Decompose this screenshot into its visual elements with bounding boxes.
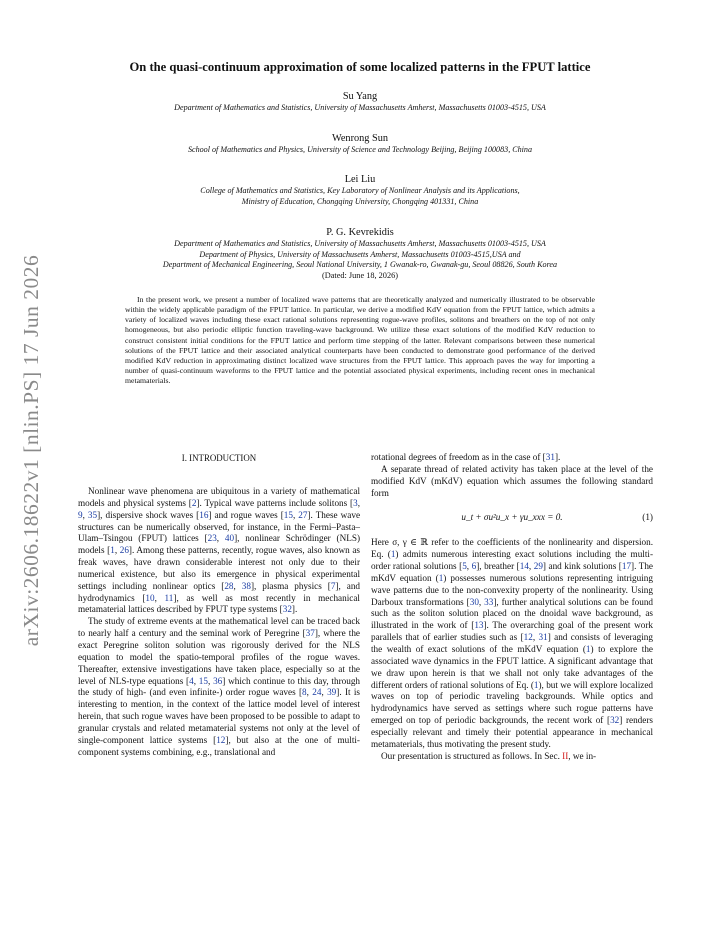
author-affiliation: School of Mathematics and Physics, University of Science and Technology Beijing, Beijing 100083, China <box>187 145 533 154</box>
citation-link[interactable]: 35 <box>87 509 98 520</box>
author-name: P. G. Kevrekidis <box>326 227 394 238</box>
text-run: , <box>321 687 328 698</box>
citation-link[interactable]: 33 <box>484 596 494 607</box>
author-affiliation: Department of Physics, University of Massachusetts Amherst, Massachusetts 01003-4515,USA and <box>199 249 521 259</box>
text-run: , <box>528 561 534 572</box>
body-paragraph <box>371 464 653 500</box>
citation-link[interactable]: 11 <box>164 592 174 603</box>
text-run: , <box>207 675 214 686</box>
right-column <box>371 452 653 762</box>
author-block-1 <box>90 90 630 114</box>
text-run: ], where the exact Peregrine soliton solution was rigorously derived for the NLS equation to model the spatio-temporal profiles of the rogue waves. Thereafter, extensive investigations have taken place, especially so at the level of NLS-type equations [ <box>78 628 360 686</box>
body-paragraph <box>371 537 653 750</box>
citation-link[interactable]: 1 <box>110 545 115 556</box>
citation-link[interactable]: 12 <box>216 734 226 745</box>
section-ref-link[interactable]: II <box>562 750 569 761</box>
citation-link[interactable]: 29 <box>533 561 543 572</box>
citation-link[interactable]: 32 <box>610 715 620 726</box>
text-run: , <box>114 545 120 556</box>
author-name: Lei Liu <box>344 174 376 185</box>
text-run: rotational degrees of freedom as in the case of [ <box>371 452 546 462</box>
author-affiliation: Department of Mathematics and Statistics, University of Massachusetts Amherst, Massachusetts 01003-4515, USA <box>174 103 546 112</box>
text-run: ]. It is interesting to mention, in the context of the lattice model level of interest herein, that such rogue waves have been proposed to be possible to adapt to granular crystals and related metamaterial systems not only at the level of single-component lattice systems [ <box>78 687 361 745</box>
citation-link[interactable]: 40 <box>224 533 235 544</box>
author-affiliation: Department of Mathematics and Statistics, University of Massachusetts Amherst, Massachusetts 01003-4515, USA <box>174 239 546 248</box>
text-run: ), but we will explore localized waves on top of periodic traveling backgrounds. While optics and hydrodynamics have served as settings where such rogue patterns have emerged on top of periodic backgrounds, the recent work of [ <box>371 679 653 726</box>
left-column <box>78 452 360 758</box>
citation-link[interactable]: 37 <box>305 628 315 639</box>
text-run: ] and rogue waves [ <box>208 509 284 520</box>
citation-link[interactable]: 24 <box>312 687 322 698</box>
arxiv-identifier-text: arXiv:2606.18622v1 [nlin.PS] 17 Jun 2026 <box>19 254 44 646</box>
text-run: Our presentation is structured as follows. In Sec. <box>381 750 563 761</box>
text-run: , <box>292 509 299 520</box>
citation-link[interactable]: 13 <box>474 620 484 631</box>
text-run: Here σ, γ ∈ ℝ refer to the coefficients of the nonlinearity and dispersion. Eq. ( <box>371 537 653 560</box>
text-run: ]. Typical wave patterns include solitons [ <box>196 497 354 508</box>
citation-link[interactable]: 31 <box>545 452 555 462</box>
text-run: ], but also at the one of multi-component systems combining, e.g., translational and <box>78 734 360 757</box>
citation-link[interactable]: 1 <box>585 643 591 654</box>
text-run: ]. Among these patterns, recently, rogue waves, also known as freak waves, have drawn considerable interest not only due to their numerical existence, but also its emergence in physical experimental settings including nonlinear optics [ <box>78 545 361 591</box>
equation-number: (1) <box>642 512 653 523</box>
citation-link[interactable]: 36 <box>213 675 223 686</box>
citation-link[interactable]: 6 <box>471 561 477 572</box>
body-paragraph <box>78 486 360 616</box>
author-affiliation: College of Mathematics and Statistics, Key Laboratory of Nonlinear Analysis and its Applications, <box>200 186 520 195</box>
text-run: The study of extreme events at the mathematical level can be traced back to nearly half a century and the seminal work of Peregrine [ <box>78 616 360 639</box>
arxiv-identifier-stamp <box>10 250 54 650</box>
abstract: In the present work, we present a number of localized wave patterns that are theoretically analyzed and numerically illustrated to be observable within the widely applicable paradigm of the FPUT lattice. In particular, we derive a modified KdV equation from the FPUT lattice, which admits a variety of localized waves including these exact rational solutions representing rogue-wave profiles, solitons and breathers on the top of not only homogeneous, but also periodic elliptic function traveling-wave background. We utilize these exact solutions of the modified KdV reduction to construct consistent initial conditions for the FPUT lattice and perform time stepping of the latter. Relevant comparisons between these numerical solutions of the FPUT lattice and their associated analytical counterparts have been conducted to demonstrate good performance of the derived modified KdV reduction in approximating distinct localized wave structures from the FPUT lattice. This approach paves the way for importing a number of quasi-continuum waveforms to the FPUT lattice and the potential associated physical experiments, including recent ones in mechanical metamaterials. <box>125 295 595 386</box>
citation-link[interactable]: 10 <box>145 592 155 603</box>
citation-link[interactable]: 28 <box>224 580 234 591</box>
text-run: Nonlinear wave phenomena are ubiquitous in a variety of mathematical models and physical systems [ <box>78 486 360 508</box>
author-name: Wenrong Sun <box>331 133 389 144</box>
text-run: ], further analytical solutions can be found such as the soliton solution placed on the dnoidal wave background, as illustrated in the work of [ <box>371 596 654 631</box>
text-run: ]. These wave structures can be numerically observed, for instance, in the Fermi–Pasta–Ulam–Tsingou (FPUT) lattices [ <box>78 509 361 544</box>
text-run: ], breather [ <box>476 561 520 572</box>
paper-title: On the quasi-continuum approximation of some localized patterns in the FPUT lattice <box>129 60 591 74</box>
citation-link[interactable]: 32 <box>282 604 292 615</box>
text-run: ] and consists of leveraging the wealth of exact solutions of the mKdV equation ( <box>371 632 653 654</box>
citation-link[interactable]: 1 <box>533 679 539 690</box>
body-paragraph <box>371 452 653 464</box>
text-run: , <box>478 596 485 607</box>
citation-link[interactable]: 1 <box>390 549 396 560</box>
citation-link[interactable]: 1 <box>438 572 444 583</box>
text-run: , <box>154 592 165 603</box>
citation-link[interactable]: 23 <box>207 533 217 544</box>
text-run: ] renders especially relevant and timely their potential appearance in mechanical metamaterials, thus motivating the present study. <box>371 715 653 749</box>
text-run: ], and hydrodynamics [ <box>78 580 361 603</box>
text-run: ] which continue to this day, through the study of high- (and even infinite-) order rogue waves [ <box>78 675 361 698</box>
citation-link[interactable]: 12 <box>523 632 533 643</box>
text-run: , <box>306 687 313 698</box>
citation-link[interactable]: 5 <box>462 561 467 572</box>
author-name: Su Yang <box>342 91 378 102</box>
text-run: ) possesses numerous solutions representing intriguing wave patterns due to the non-convexity property of the nonlinearity. Using Darboux transformations [ <box>371 572 653 607</box>
citation-link[interactable]: 17 <box>621 561 632 572</box>
citation-link[interactable]: 39 <box>327 687 337 698</box>
citation-link[interactable]: 15 <box>283 509 293 520</box>
text-run: ], nonlinear Schrödinger (NLS) models [ <box>78 533 361 556</box>
citation-link[interactable]: 27 <box>298 509 308 520</box>
body-paragraph <box>371 751 653 763</box>
text-run: , we in- <box>568 750 597 761</box>
text-run: ], as well as most recently in mechanical metamaterial lattices described by FPUT type systems [ <box>78 592 360 615</box>
text-run: ) admits numerous interesting exact solutions including the multi-order rational solutions [ <box>371 549 654 572</box>
citation-link[interactable]: 7 <box>330 580 336 591</box>
citation-link[interactable]: 4 <box>189 675 194 686</box>
text-run: , <box>357 497 360 508</box>
author-block-2 <box>90 132 630 156</box>
citation-link[interactable]: 26 <box>119 545 129 556</box>
text-run: ], dispersive shock waves [ <box>97 509 200 520</box>
author-block-4 <box>90 226 630 281</box>
equation-body: u_t + σu²u_x + γu_xxx = 0. <box>461 512 563 523</box>
text-run: ]. <box>554 452 561 462</box>
citation-link[interactable]: 14 <box>519 561 529 572</box>
text-run: , <box>532 632 539 643</box>
citation-link[interactable]: 9 <box>78 509 83 520</box>
author-block-3 <box>90 173 630 207</box>
citation-link[interactable]: 3 <box>353 497 358 508</box>
text-run: ]. The overarching goal of the present work parallels that of earlier studies such as [ <box>371 620 653 643</box>
date-line: (Dated: June 18, 2026) <box>321 270 399 280</box>
text-run: , <box>233 580 242 591</box>
author-affiliation: Department of Mechanical Engineering, Seoul National University, 1 Gwanak-ro, Gwanak-gu, Seoul 08826, South Korea <box>162 260 558 270</box>
text-run: , <box>216 533 225 544</box>
text-run: , <box>82 509 88 520</box>
text-run: A separate thread of related activity has taken place at the level of the modified KdV (mKdV) equation which assumes the following standard form <box>371 463 653 498</box>
text-run: , <box>193 675 199 686</box>
section-heading: I. INTRODUCTION <box>181 453 257 463</box>
citation-link[interactable]: 31 <box>538 632 548 643</box>
text-run: ] and kink solutions [ <box>542 561 622 572</box>
text-run: , <box>466 561 472 572</box>
citation-link[interactable]: 30 <box>469 596 479 607</box>
citation-link[interactable]: 15 <box>198 675 208 686</box>
body-paragraph <box>78 616 360 758</box>
text-run: ]. <box>291 604 298 615</box>
author-affiliation: Ministry of Education, Chongqing University, Chongqing 401331, China <box>241 196 479 206</box>
equation-1 <box>371 508 653 530</box>
citation-link[interactable]: 38 <box>241 580 251 591</box>
text-run: ]. The mKdV equation ( <box>371 561 654 583</box>
citation-link[interactable]: 16 <box>199 509 209 520</box>
citation-link[interactable]: 8 <box>302 687 307 698</box>
text-run: ], plasma physics [ <box>250 580 331 591</box>
citation-link[interactable]: 2 <box>191 497 197 508</box>
text-run: ) to explore the associated wave dynamics in the FPUT lattice. A significant advantage that we draw upon herein is that we shall not only take advantages of the different orders of rational solutions of Eq. ( <box>371 643 653 690</box>
